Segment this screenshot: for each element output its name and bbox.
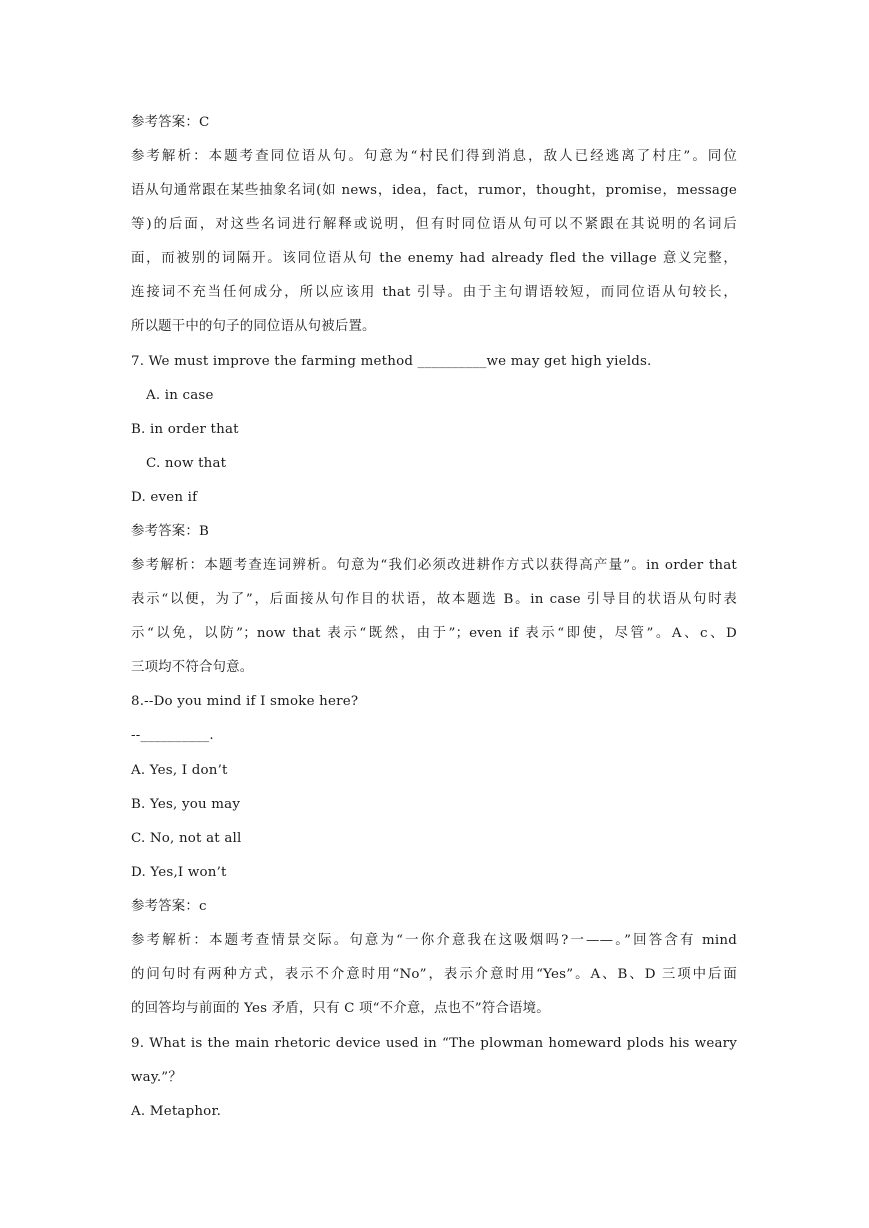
question-8-option-a: A. Yes, I don’t — [131, 763, 228, 778]
explanation-6-line-6: 所以题干中的句子的同位语从句被后置。 — [131, 319, 376, 334]
explanation-8-line-1: 参考解析：本题考查情景交际。句意为“一你介意我在这吸烟吗?一——。”回答含有 mind — [131, 933, 737, 948]
question-8: 8.--Do you mind if I smoke here? — [131, 694, 359, 709]
explanation-8-line-2: 的问句时有两种方式，表示不介意时用“No”，表示介意时用“Yes”。A、B、D 三项中后面 — [131, 967, 737, 982]
question-8-blank: --__________. — [131, 728, 214, 743]
question-7-option-b: B. in order that — [131, 422, 239, 437]
question-7-option-d: D. even if — [131, 490, 198, 505]
answer-6: 参考答案：C — [131, 115, 210, 130]
explanation-6-line-1: 参考解析：本题考查同位语从句。句意为“村民们得到消息，敌人已经逃离了村庄”。同位 — [131, 149, 737, 164]
question-9-option-a: A. Metaphor. — [131, 1104, 222, 1119]
question-8-option-d: D. Yes,I won’t — [131, 865, 227, 880]
explanation-7-line-1: 参考解析：本题考查连词辨析。句意为“我们必须改进耕作方式以获得高产量”。in order that — [131, 558, 737, 573]
question-7-option-a: A. in case — [146, 388, 214, 403]
explanation-7-line-3: 示“以免，以防”；now that 表示“既然，由于”；even if 表示“即使，尽管”。A、c、D — [131, 626, 737, 641]
explanation-6-line-3: 等)的后面，对这些名词进行解释或说明，但有时同位语从句可以不紧跟在其说明的名词后 — [131, 217, 737, 232]
answer-7: 参考答案：B — [131, 524, 209, 539]
explanation-8-line-3: 的回答均与前面的 Yes 矛盾，只有 C 项“不介意，点也不”符合语境。 — [131, 1001, 550, 1016]
explanation-6-line-5: 连接词不充当任何成分，所以应该用 that 引导。由于主句谓语较短，而同位语从句较长， — [131, 285, 737, 300]
question-7-option-c: C. now that — [146, 456, 227, 471]
question-8-option-b: B. Yes, you may — [131, 797, 241, 812]
question-7: 7. We must improve the farming method __________we may get high yields. — [131, 354, 652, 369]
question-9-line-1: 9. What is the main rhetoric device used in “The plowman homeward plods his weary — [131, 1036, 737, 1051]
explanation-7-line-2: 表示“以便，为了”，后面接从句作目的状语，故本题选 B。in case 引导目的状语从句时表 — [131, 592, 737, 607]
explanation-7-line-4: 三项均不符合句意。 — [131, 660, 254, 675]
answer-8: 参考答案：c — [131, 899, 207, 914]
question-8-option-c: C. No, not at all — [131, 831, 242, 846]
explanation-6-line-4: 面，而被别的词隔开。该同位语从句 the enemy had already fled the village 意义完整， — [131, 251, 737, 266]
question-9-line-2: way.”？ — [131, 1070, 182, 1085]
explanation-6-line-2: 语从句通常跟在某些抽象名词(如 news，idea，fact，rumor，thought，promise，message — [131, 183, 737, 198]
